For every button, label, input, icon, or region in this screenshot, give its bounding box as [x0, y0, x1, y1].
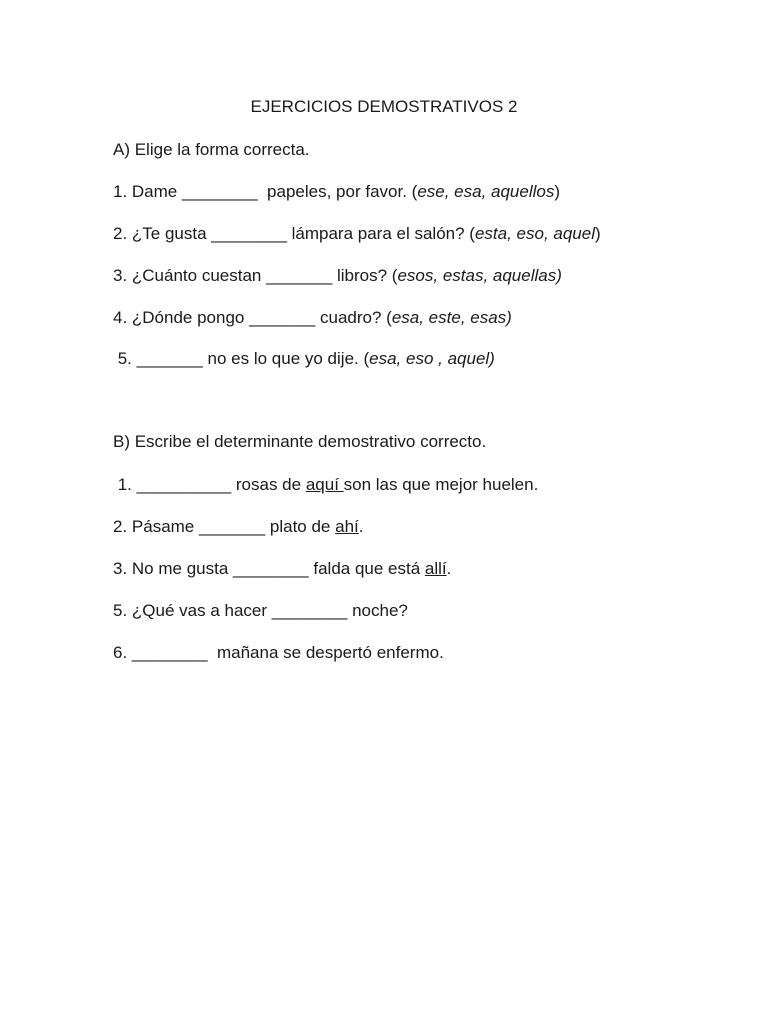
item-text: 3. ¿Cuánto cuestan _______ libros? ( — [113, 266, 398, 285]
exercise-a-item-1 — [113, 181, 560, 203]
item-place-word: allí — [424, 559, 447, 578]
item-options: ese, esa, aquellos — [417, 182, 555, 201]
exercise-a-item-5 — [113, 348, 495, 370]
item-text-end: son las que mejor huelen. — [343, 475, 539, 494]
item-text: 1. __________ rosas de — [113, 475, 306, 494]
item-text: 2. ¿Te gusta ________ lámpara para el salón? ( — [113, 224, 475, 243]
item-text: 2. Pásame _______ plato de — [113, 517, 336, 536]
exercise-b-item-5 — [113, 600, 408, 622]
item-options: esta, eso, aquel — [474, 224, 595, 243]
item-text-end: ) — [595, 224, 601, 243]
exercise-a-item-3 — [113, 265, 562, 287]
exercise-b-item-6 — [113, 642, 444, 664]
exercise-b-item-3 — [113, 558, 451, 580]
item-text: 3. No me gusta ________ falda que está — [113, 559, 425, 578]
item-text: 5. _______ no es lo que yo dije. ( — [113, 349, 370, 368]
item-options: esos, estas, aquellas) — [397, 266, 562, 285]
item-text: 4. ¿Dónde pongo _______ cuadro? ( — [113, 308, 392, 327]
item-text: 1. Dame ________ papeles, por favor. ( — [113, 182, 418, 201]
item-place-word: ahí — [335, 517, 359, 536]
item-text-end: . — [446, 559, 452, 578]
item-text-end: . — [358, 517, 364, 536]
exercise-a-item-4 — [113, 307, 512, 329]
page-title: EJERCICIOS DEMOSTRATIVOS 2 — [250, 97, 518, 116]
exercise-b-item-2 — [113, 516, 364, 538]
item-text: 5. ¿Qué vas a hacer ________ noche? — [113, 601, 408, 620]
section-a-heading: A) Elige la forma correcta. — [113, 140, 310, 159]
item-place-word: aquí — [305, 475, 344, 494]
item-text-end: ) — [554, 182, 561, 201]
exercise-b-item-1 — [113, 474, 538, 496]
exercise-a-item-2 — [113, 223, 601, 245]
item-options: esa, eso , aquel) — [369, 349, 495, 368]
section-b-heading: B) Escribe el determinante demostrativo correcto. — [113, 432, 487, 451]
item-text: 6. ________ mañana se despertó enfermo. — [113, 643, 444, 662]
item-options: esa, este, esas) — [391, 308, 512, 327]
